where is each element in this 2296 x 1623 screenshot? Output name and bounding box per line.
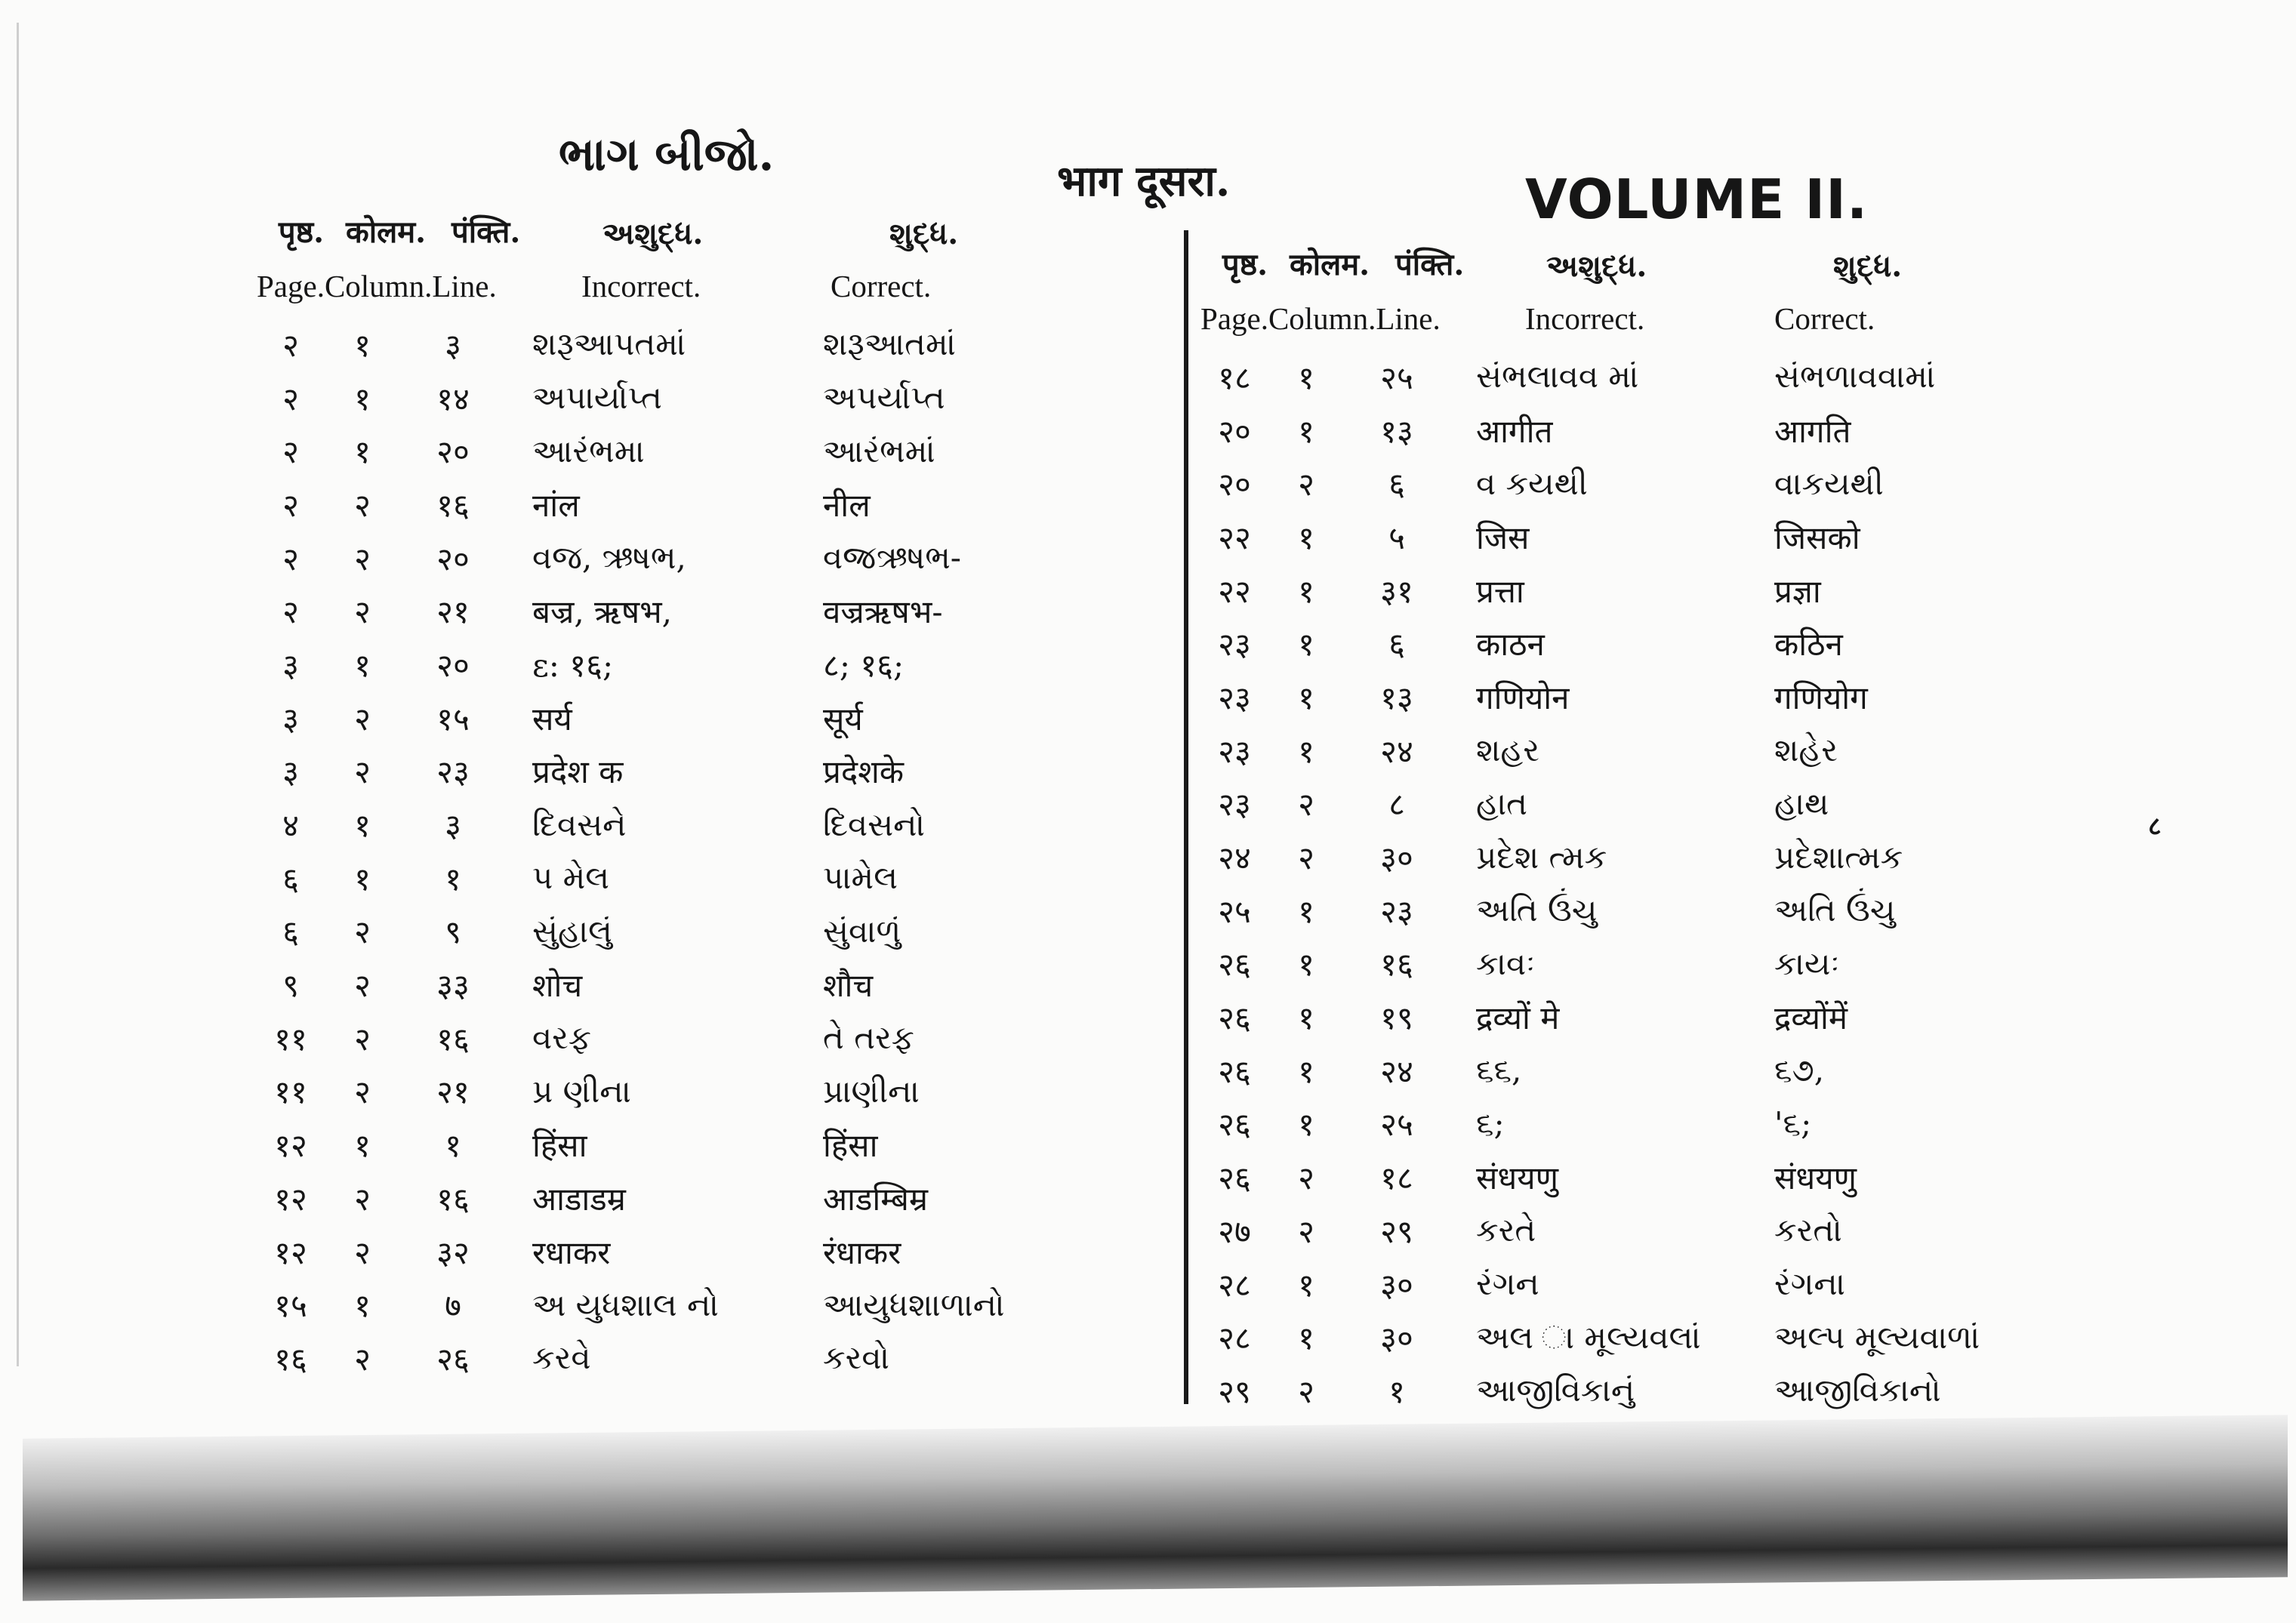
cell-page: १२ (274, 1127, 307, 1165)
cell-incorrect: આજીવિકાનું (1476, 1372, 1635, 1409)
errata-row (257, 852, 1161, 905)
cell-column: २ (354, 1073, 371, 1111)
heading-volume: VOLUME II. (1525, 168, 1869, 231)
cell-incorrect: आगीत (1476, 412, 1553, 450)
cell-column: १ (1298, 412, 1314, 450)
cell-incorrect: काठन (1476, 626, 1545, 664)
cell-correct: વજ્રઋષભ- (823, 539, 961, 577)
cell-line: २० (436, 433, 470, 471)
cell-column: २ (354, 540, 371, 577)
cell-line: १६ (1380, 946, 1413, 984)
errata-row (257, 1118, 1161, 1172)
cell-column: १ (1298, 892, 1314, 930)
cell-page: ६ (282, 913, 299, 951)
cell-correct: પ્રાણીના (823, 1072, 920, 1110)
header-correct: શુદ્ધ. (1833, 248, 1903, 284)
cell-page: २ (282, 326, 299, 364)
cell-correct: प्रदेशके (823, 753, 905, 791)
cell-incorrect: પ્રદેશ ત્મક (1476, 838, 1607, 876)
cell-page: २६ (1218, 999, 1251, 1037)
cell-correct: द्रव्योंमें (1774, 999, 1848, 1037)
cell-correct: તે તરફ (823, 1019, 914, 1057)
cell-correct: અતિ ઉંચુ (1774, 892, 1896, 929)
cell-page: २२ (1218, 572, 1251, 610)
cell-line: १४ (436, 380, 470, 417)
cell-page: २४ (1218, 839, 1251, 877)
cell-incorrect: દિવસને (532, 805, 627, 843)
errata-row (257, 1225, 1161, 1279)
errata-row (257, 638, 1161, 691)
header-correct-en: Correct. (1774, 301, 1875, 336)
cell-line: १९ (1380, 999, 1413, 1037)
cell-page: २ (282, 486, 299, 524)
cell-column: २ (1298, 839, 1314, 877)
cell-correct: શહેર (1774, 731, 1838, 769)
cell-incorrect: ε: १६; (532, 646, 614, 684)
cell-correct: संधयणु (1774, 1160, 1857, 1197)
header-column: कोलम. (1290, 247, 1370, 282)
errata-row (257, 318, 1161, 371)
cell-page: १२ (274, 1233, 307, 1271)
errata-row (257, 905, 1161, 959)
cell-correct: गणियोग (1774, 679, 1868, 716)
cell-incorrect: शोच (532, 967, 583, 1005)
cell-page: ३ (282, 700, 299, 738)
errata-row (1200, 830, 2105, 884)
cell-page: ६ (282, 860, 299, 898)
cell-correct: ८; १६; (823, 646, 905, 684)
cell-column: १ (1298, 1266, 1314, 1304)
cell-correct: वज्रऋषभ- (823, 593, 943, 631)
cell-correct: અપર્યાપ્ત (823, 379, 945, 417)
errata-row (1200, 990, 2105, 1044)
cell-correct: शौच (823, 967, 874, 1005)
cell-line: ८ (1388, 786, 1405, 824)
cell-column: २ (354, 700, 371, 738)
cell-column: १ (1298, 572, 1314, 610)
cell-line: २३ (1380, 892, 1413, 930)
cell-incorrect: પ્ર ણીના (532, 1072, 631, 1110)
cell-column: १ (354, 646, 371, 684)
cell-column: २ (354, 913, 371, 951)
cell-line: १ (1388, 1372, 1405, 1410)
cell-incorrect: અતિ ઉંચુ (1476, 892, 1598, 929)
cell-line: ३ (445, 807, 461, 845)
header-line: पंक्ति. (451, 214, 521, 250)
errata-row (257, 691, 1161, 745)
errata-row (1200, 404, 2105, 457)
errata-row (1200, 1098, 2105, 1151)
cell-correct: આરંભમાં (823, 432, 935, 470)
header-incorrect-en: Incorrect. (581, 269, 701, 303)
errata-row (257, 371, 1161, 425)
cell-page: २३ (1218, 626, 1251, 664)
cell-line: २५ (1380, 1106, 1413, 1144)
cell-column: १ (354, 807, 371, 845)
cell-incorrect: અલ ા મૂલ્યવલાં (1476, 1318, 1701, 1356)
cell-page: २ (282, 593, 299, 631)
cell-page: २९ (1218, 1372, 1251, 1410)
errata-row (1200, 1310, 2105, 1364)
errata-row (257, 745, 1161, 799)
cell-page: २८ (1218, 1266, 1251, 1304)
cell-page: ४ (282, 807, 299, 845)
cell-line: ६ (1388, 626, 1405, 664)
cell-incorrect: અ યુધશાલ નો (532, 1286, 719, 1323)
cell-column: १ (1298, 1106, 1314, 1144)
cell-incorrect: ૬; (1476, 1104, 1505, 1142)
cell-correct: प्रज्ञा (1774, 572, 1821, 610)
header-row-english (257, 251, 1161, 304)
cell-line: १६ (436, 1180, 470, 1218)
cell-incorrect: આરંભમા (532, 432, 645, 470)
cell-column: १ (1298, 626, 1314, 664)
cell-page: २३ (1218, 679, 1251, 716)
cell-page: २० (1218, 466, 1251, 504)
cell-incorrect: ૬૬, (1476, 1052, 1522, 1089)
errata-row (1200, 457, 2105, 510)
cell-line: २० (436, 540, 470, 577)
cell-incorrect: प्रदेश क (532, 753, 624, 791)
cell-incorrect: सर्य (532, 700, 572, 738)
cell-line: २१ (436, 1073, 470, 1111)
cell-line: २३ (436, 753, 470, 791)
header-line: पंक्ति. (1395, 247, 1465, 282)
cell-incorrect: संधयणु (1476, 1160, 1558, 1197)
cell-column: १ (354, 433, 371, 471)
errata-row (257, 531, 1161, 585)
cell-incorrect: गणियोन (1476, 679, 1570, 716)
cell-correct: પામેલ (823, 859, 898, 897)
cell-page: २२ (1218, 519, 1251, 556)
header-correct: શુદ્ધ. (889, 216, 959, 251)
cell-correct: आडम्बिम्र (823, 1180, 929, 1218)
cell-page: ११ (274, 1073, 307, 1111)
errata-table-left (257, 208, 1161, 1385)
cell-incorrect: रधाकर (532, 1233, 611, 1271)
cell-column: २ (354, 753, 371, 791)
cell-line: १८ (1380, 1160, 1413, 1197)
cell-line: १ (445, 1127, 461, 1165)
header-row-native (257, 208, 1161, 251)
cell-column: २ (1298, 1160, 1314, 1197)
cell-incorrect: વ કયથી (1476, 464, 1588, 502)
errata-table-right (1200, 240, 2105, 1418)
cell-line: ६ (1388, 466, 1405, 504)
cell-correct: સુંવાળું (823, 912, 901, 950)
errata-row (257, 1172, 1161, 1225)
header-column: कोलम. (346, 214, 427, 250)
errata-row (257, 1332, 1161, 1385)
cell-column: १ (354, 860, 371, 898)
cell-page: २६ (1218, 946, 1251, 984)
cell-incorrect: आडाडम्र (532, 1180, 626, 1218)
header-page: पृष्ठ. (1222, 247, 1268, 282)
cell-column: २ (1298, 1212, 1314, 1250)
cell-line: १६ (436, 1020, 470, 1058)
header-page-column-line-en: Page.Column.Line. (257, 269, 497, 303)
cell-correct: हिंसा (823, 1127, 878, 1165)
cell-page: २६ (1218, 1106, 1251, 1144)
cell-line: ३१ (1380, 572, 1413, 610)
cell-column: २ (354, 593, 371, 631)
cell-line: २९ (1380, 1212, 1413, 1250)
cell-correct: કરવો (823, 1339, 890, 1377)
cell-page: ३ (282, 646, 299, 684)
cell-correct: રંગના (1774, 1265, 1845, 1303)
cell-page: २३ (1218, 786, 1251, 824)
cell-page: २६ (1218, 1160, 1251, 1197)
cell-page: २० (1218, 412, 1251, 450)
cell-line: २० (436, 646, 470, 684)
header-page: पृष्ठ. (278, 214, 325, 250)
cell-incorrect: द्रव्यों मे (1476, 999, 1560, 1037)
cell-incorrect: नांल (532, 486, 580, 524)
cell-correct: नील (823, 486, 871, 524)
cell-column: १ (354, 326, 371, 364)
cell-column: १ (1298, 359, 1314, 396)
cell-column: २ (1298, 1372, 1314, 1410)
header-row-native (1200, 240, 2105, 284)
heading-gujarati: ભાગ બીજો. (559, 128, 775, 181)
errata-row (1200, 1150, 2105, 1204)
cell-page: ३ (282, 753, 299, 791)
cell-correct: સંભળાવવામાં (1774, 358, 1936, 396)
cell-incorrect: વરફ (532, 1019, 591, 1057)
header-incorrect: અશુદ્ધ. (603, 216, 704, 251)
cell-column: २ (354, 1020, 371, 1058)
cell-incorrect: રંગન (1476, 1265, 1539, 1303)
errata-row (257, 958, 1161, 1012)
cell-line: ३२ (436, 1233, 470, 1271)
errata-row (1200, 617, 2105, 670)
cell-line: २१ (436, 593, 470, 631)
cell-page: २३ (1218, 732, 1251, 770)
page-shadow-band (23, 1415, 2288, 1600)
cell-column: १ (1298, 999, 1314, 1037)
cell-line: १३ (1380, 412, 1413, 450)
cell-incorrect: हिंसा (532, 1127, 587, 1165)
cell-correct: ૬૭, (1774, 1052, 1825, 1089)
cell-column: १ (1298, 679, 1314, 716)
cell-correct: कठिन (1774, 626, 1843, 664)
errata-row (257, 1278, 1161, 1332)
cell-correct: દિવસનો (823, 805, 925, 843)
errata-row (1200, 564, 2105, 617)
cell-incorrect: વજ, ઋષભ, (532, 539, 686, 577)
cell-page: २ (282, 433, 299, 471)
cell-correct: પ્રદેશાત્મક (1774, 838, 1903, 876)
cell-page: १२ (274, 1180, 307, 1218)
page-edge-line (17, 23, 19, 1366)
cell-line: १ (445, 860, 461, 898)
cell-incorrect: અપાર્યાપ્ત (532, 379, 662, 417)
cell-column: २ (1298, 786, 1314, 824)
cell-line: ७ (445, 1287, 461, 1325)
cell-line: ३० (1380, 839, 1413, 877)
cell-correct: હાથ (1774, 784, 1829, 822)
cell-correct: रंधाकर (823, 1233, 901, 1271)
errata-row (1200, 778, 2105, 831)
cell-incorrect: बज्र, ऋषभ, (532, 593, 673, 631)
cell-correct: આજીવિકાનો (1774, 1372, 1941, 1409)
cell-page: ११ (274, 1020, 307, 1058)
cell-correct: આયુધશાળાનો (823, 1286, 1005, 1323)
cell-line: १३ (1380, 679, 1413, 716)
cell-column: १ (1298, 1052, 1314, 1090)
cell-column: २ (354, 1233, 371, 1271)
errata-row (1200, 510, 2105, 564)
column-divider (1184, 230, 1188, 1404)
cell-line: ५ (1388, 519, 1405, 556)
cell-line: ३० (1380, 1266, 1413, 1304)
cell-column: १ (1298, 732, 1314, 770)
cell-correct: आगति (1774, 412, 1851, 450)
errata-row (1200, 1204, 2105, 1258)
cell-column: १ (1298, 519, 1314, 556)
cell-page: २७ (1218, 1212, 1251, 1250)
cell-correct: '૬; (1774, 1104, 1812, 1142)
cell-page: १६ (274, 1340, 307, 1378)
cell-correct: અલ્પ મૂલ્યવાળાં (1774, 1318, 1980, 1356)
errata-row (257, 478, 1161, 531)
cell-incorrect: प्रत्ता (1476, 572, 1524, 610)
cell-column: १ (354, 380, 371, 417)
margin-mark: ८ (2148, 812, 2162, 842)
cell-correct: सूर्य (823, 700, 863, 738)
cell-column: २ (354, 967, 371, 1005)
cell-column: २ (354, 1340, 371, 1378)
cell-page: २६ (1218, 1052, 1251, 1090)
cell-incorrect: जिस (1476, 519, 1530, 556)
errata-row (1200, 1044, 2105, 1098)
cell-line: १६ (436, 486, 470, 524)
cell-page: २५ (1218, 892, 1251, 930)
cell-column: २ (354, 1180, 371, 1218)
cell-line: २४ (1380, 1052, 1413, 1090)
cell-incorrect: પ મેલ (532, 859, 610, 897)
cell-correct: કરતો (1774, 1212, 1842, 1249)
cell-line: ३० (1380, 1320, 1413, 1357)
cell-column: १ (354, 1127, 371, 1165)
cell-line: २६ (436, 1340, 470, 1378)
cell-column: २ (1298, 466, 1314, 504)
errata-row (1200, 1364, 2105, 1418)
errata-row (1200, 938, 2105, 991)
cell-column: १ (1298, 1320, 1314, 1357)
cell-column: २ (354, 486, 371, 524)
heading-hindi: भाग दूसरा. (1057, 156, 1231, 206)
cell-incorrect: શરૂઆપતમાં (532, 325, 686, 363)
errata-row (1200, 670, 2105, 724)
cell-page: १८ (1218, 359, 1251, 396)
errata-row (1200, 724, 2105, 778)
cell-correct: શરૂઆતમાં (823, 325, 956, 363)
errata-row (1200, 350, 2105, 404)
cell-line: २५ (1380, 359, 1413, 396)
cell-line: ९ (445, 913, 461, 951)
cell-correct: કાયઃ (1774, 944, 1840, 982)
cell-line: २४ (1380, 732, 1413, 770)
cell-incorrect: સુંહાલું (532, 912, 612, 950)
errata-row (1200, 884, 2105, 938)
cell-incorrect: કરતે (1476, 1212, 1536, 1249)
cell-correct: जिसको (1774, 519, 1860, 556)
errata-row (257, 798, 1161, 852)
cell-incorrect: સંભલાવવ માં (1476, 358, 1639, 396)
header-row-english (1200, 284, 2105, 337)
cell-column: १ (354, 1287, 371, 1325)
cell-incorrect: કરવે (532, 1339, 591, 1377)
errata-row (1200, 1258, 2105, 1311)
cell-column: १ (1298, 946, 1314, 984)
cell-page: २ (282, 540, 299, 577)
cell-incorrect: શહર (1476, 731, 1539, 769)
cell-line: ३ (445, 326, 461, 364)
cell-page: १५ (274, 1287, 307, 1325)
cell-page: ९ (282, 967, 299, 1005)
errata-row (257, 424, 1161, 478)
cell-incorrect: કાવઃ (1476, 944, 1536, 982)
cell-line: ३३ (436, 967, 470, 1005)
cell-correct: વાકયથી (1774, 464, 1884, 502)
header-incorrect-en: Incorrect. (1525, 301, 1645, 336)
cell-line: १५ (436, 700, 470, 738)
cell-page: २८ (1218, 1320, 1251, 1357)
errata-row (257, 1065, 1161, 1119)
errata-rows-left (257, 318, 1161, 1385)
errata-rows-right (1200, 350, 2105, 1418)
cell-page: २ (282, 380, 299, 417)
errata-row (257, 584, 1161, 638)
header-incorrect: અશુદ્ધ. (1546, 248, 1647, 284)
errata-row (257, 1012, 1161, 1065)
header-correct-en: Correct. (831, 269, 932, 303)
header-page-column-line-en: Page.Column.Line. (1200, 301, 1441, 336)
cell-incorrect: હાત (1476, 784, 1527, 822)
